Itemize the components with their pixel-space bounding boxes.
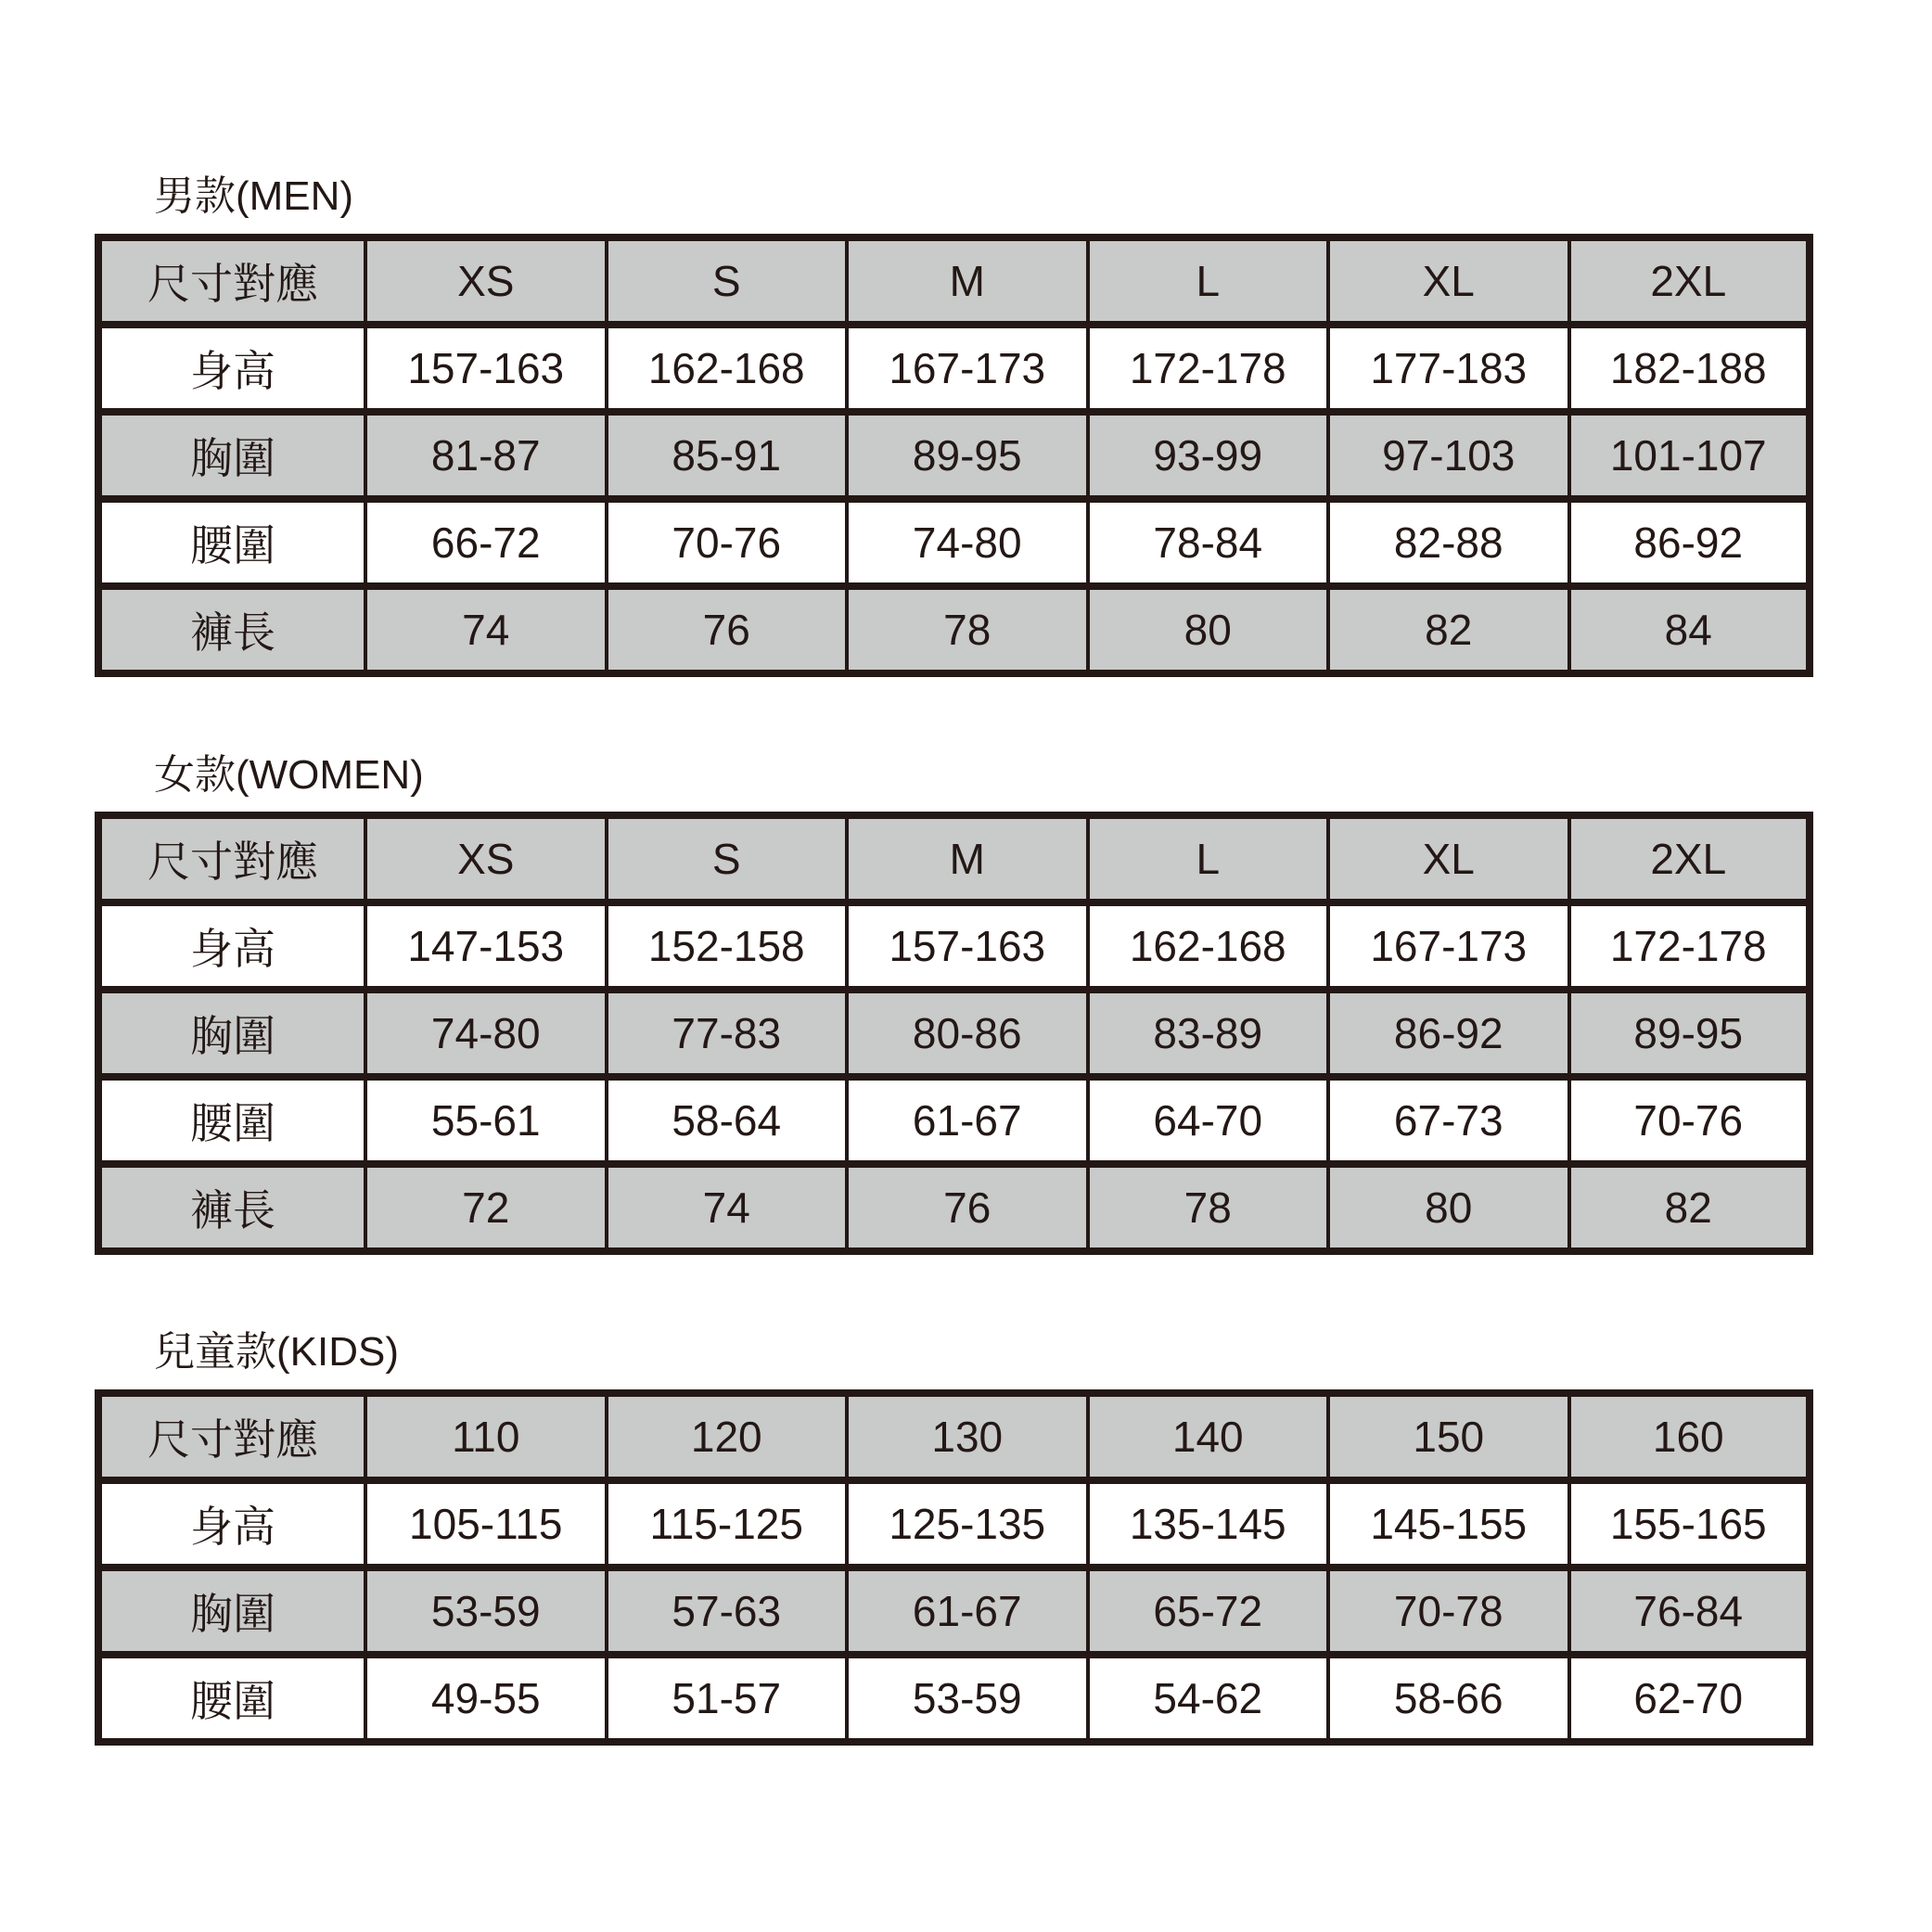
table-cell: 89-95 xyxy=(847,412,1088,499)
table-cell: 105-115 xyxy=(365,1480,607,1567)
column-header: 150 xyxy=(1328,1393,1569,1480)
table-cell: 167-173 xyxy=(847,325,1088,412)
table-cell: 147-153 xyxy=(365,902,607,990)
row-label: 腰圍 xyxy=(98,499,365,586)
row-label: 胸圍 xyxy=(98,412,365,499)
table-cell: 157-163 xyxy=(365,325,607,412)
table-title-kids: 兒童款(KIDS) xyxy=(154,1329,399,1375)
table-cell: 162-168 xyxy=(1088,902,1329,990)
table-cell: 53-59 xyxy=(847,1655,1088,1742)
table-cell: 152-158 xyxy=(607,902,848,990)
column-header: 130 xyxy=(847,1393,1088,1480)
table-cell: 74-80 xyxy=(847,499,1088,586)
table-row xyxy=(98,1077,1810,1164)
table-cell: 172-178 xyxy=(1088,325,1329,412)
row-label: 腰圍 xyxy=(98,1655,365,1742)
table-cell: 80 xyxy=(1328,1164,1569,1251)
table-cell: 58-64 xyxy=(607,1077,848,1164)
table-cell: 125-135 xyxy=(847,1480,1088,1567)
table-cell: 80 xyxy=(1088,586,1329,673)
column-header: M xyxy=(847,815,1088,902)
table-row xyxy=(98,412,1810,499)
table-cell: 115-125 xyxy=(607,1480,848,1567)
men-size-table xyxy=(95,234,1813,677)
table-cell: 135-145 xyxy=(1088,1480,1329,1567)
column-header: S xyxy=(607,237,848,325)
table-cell: 76 xyxy=(607,586,848,673)
column-header: XS xyxy=(365,815,607,902)
table-cell: 172-178 xyxy=(1569,902,1810,990)
table-cell: 55-61 xyxy=(365,1077,607,1164)
table-cell: 76 xyxy=(847,1164,1088,1251)
table-row xyxy=(98,1480,1810,1567)
table-cell: 70-76 xyxy=(607,499,848,586)
column-header: L xyxy=(1088,237,1329,325)
table-cell: 78 xyxy=(1088,1164,1329,1251)
table-cell: 167-173 xyxy=(1328,902,1569,990)
table-cell: 67-73 xyxy=(1328,1077,1569,1164)
table-cell: 57-63 xyxy=(607,1567,848,1655)
column-header: 110 xyxy=(365,1393,607,1480)
size-label-header: 尺寸對應 xyxy=(98,815,365,902)
row-label: 身高 xyxy=(98,902,365,990)
header-row xyxy=(98,237,1810,325)
table-cell: 84 xyxy=(1569,586,1810,673)
row-label: 腰圍 xyxy=(98,1077,365,1164)
column-header: 2XL xyxy=(1569,237,1810,325)
column-header: 120 xyxy=(607,1393,848,1480)
table-cell: 78-84 xyxy=(1088,499,1329,586)
kids-size-table xyxy=(95,1389,1813,1746)
size-label-header: 尺寸對應 xyxy=(98,1393,365,1480)
table-cell: 145-155 xyxy=(1328,1480,1569,1567)
table-cell: 70-76 xyxy=(1569,1077,1810,1164)
column-header: M xyxy=(847,237,1088,325)
table-cell: 82-88 xyxy=(1328,499,1569,586)
table-cell: 157-163 xyxy=(847,902,1088,990)
table-cell: 49-55 xyxy=(365,1655,607,1742)
table-cell: 182-188 xyxy=(1569,325,1810,412)
table-cell: 177-183 xyxy=(1328,325,1569,412)
table-cell: 62-70 xyxy=(1569,1655,1810,1742)
row-label: 身高 xyxy=(98,325,365,412)
table-cell: 97-103 xyxy=(1328,412,1569,499)
table-cell: 86-92 xyxy=(1569,499,1810,586)
table-cell: 77-83 xyxy=(607,990,848,1077)
table-cell: 61-67 xyxy=(847,1077,1088,1164)
table-cell: 64-70 xyxy=(1088,1077,1329,1164)
table-cell: 66-72 xyxy=(365,499,607,586)
column-header: L xyxy=(1088,815,1329,902)
column-header: XL xyxy=(1328,237,1569,325)
table-row xyxy=(98,1655,1810,1742)
row-label: 褲長 xyxy=(98,1164,365,1251)
table-cell: 61-67 xyxy=(847,1567,1088,1655)
column-header: 2XL xyxy=(1569,815,1810,902)
table-cell: 74 xyxy=(365,586,607,673)
table-cell: 80-86 xyxy=(847,990,1088,1077)
column-header: 140 xyxy=(1088,1393,1329,1480)
column-header: XL xyxy=(1328,815,1569,902)
table-cell: 101-107 xyxy=(1569,412,1810,499)
table-row xyxy=(98,1567,1810,1655)
table-cell: 83-89 xyxy=(1088,990,1329,1077)
table-cell: 58-66 xyxy=(1328,1655,1569,1742)
table-cell: 78 xyxy=(847,586,1088,673)
table-title-men: 男款(MEN) xyxy=(154,173,354,219)
women-size-table xyxy=(95,812,1813,1255)
table-cell: 155-165 xyxy=(1569,1480,1810,1567)
table-row xyxy=(98,325,1810,412)
table-cell: 81-87 xyxy=(365,412,607,499)
table-row xyxy=(98,499,1810,586)
column-header: S xyxy=(607,815,848,902)
column-header: XS xyxy=(365,237,607,325)
header-row xyxy=(98,815,1810,902)
table-cell: 85-91 xyxy=(607,412,848,499)
table-cell: 162-168 xyxy=(607,325,848,412)
table-row xyxy=(98,1164,1810,1251)
table-cell: 74 xyxy=(607,1164,848,1251)
table-cell: 93-99 xyxy=(1088,412,1329,499)
row-label: 身高 xyxy=(98,1480,365,1567)
column-header: 160 xyxy=(1569,1393,1810,1480)
table-cell: 74-80 xyxy=(365,990,607,1077)
table-row xyxy=(98,990,1810,1077)
table-row xyxy=(98,902,1810,990)
table-cell: 54-62 xyxy=(1088,1655,1329,1742)
table-cell: 70-78 xyxy=(1328,1567,1569,1655)
row-label: 胸圍 xyxy=(98,1567,365,1655)
table-cell: 86-92 xyxy=(1328,990,1569,1077)
table-cell: 89-95 xyxy=(1569,990,1810,1077)
table-row xyxy=(98,586,1810,673)
table-cell: 82 xyxy=(1569,1164,1810,1251)
header-row xyxy=(98,1393,1810,1480)
table-cell: 76-84 xyxy=(1569,1567,1810,1655)
table-cell: 51-57 xyxy=(607,1655,848,1742)
table-cell: 53-59 xyxy=(365,1567,607,1655)
row-label: 胸圍 xyxy=(98,990,365,1077)
table-cell: 65-72 xyxy=(1088,1567,1329,1655)
table-cell: 82 xyxy=(1328,586,1569,673)
table-title-women: 女款(WOMEN) xyxy=(154,752,424,798)
size-label-header: 尺寸對應 xyxy=(98,237,365,325)
table-cell: 72 xyxy=(365,1164,607,1251)
row-label: 褲長 xyxy=(98,586,365,673)
